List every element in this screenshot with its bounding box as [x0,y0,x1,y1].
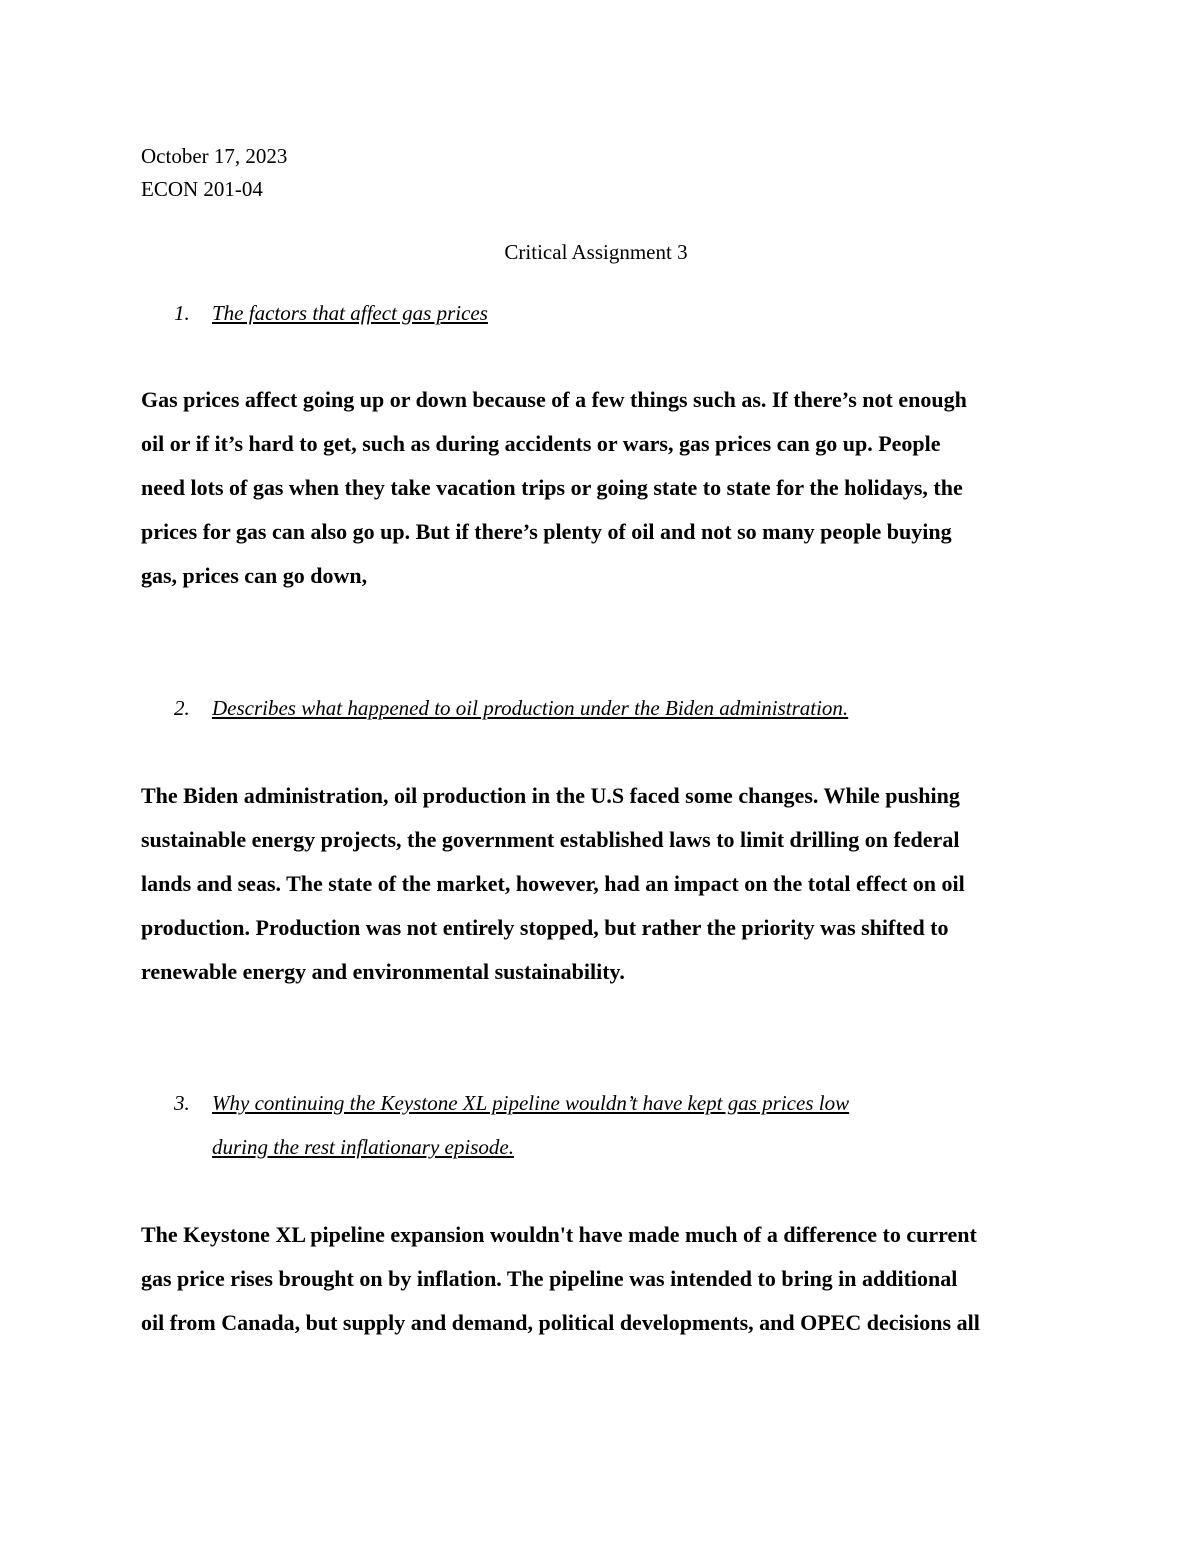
answer-1-line: Gas prices affect going up or down because of a few things such as. If there’s not enough [141,387,967,412]
question-3-heading-line: Why continuing the Keystone XL pipeline wouldn’t have kept gas prices low [212,1091,850,1115]
answer-1-line: prices for gas can also go up. But if there’s plenty of oil and not so many people buying [141,519,952,544]
answer-3-line: oil from Canada, but supply and demand, political developments, and OPEC decisions all [141,1310,980,1335]
answer-2-line: production. Production was not entirely stopped, but rather the priority was shifted to [141,915,949,940]
answer-2-line: renewable energy and environmental sustainability. [141,959,625,984]
question-2-number: 2. [174,696,190,720]
answer-2-line: sustainable energy projects, the government established laws to limit drilling on federal [141,827,960,852]
answer-2-paragraph [141,774,1061,994]
date-line: October 17, 2023 [141,144,288,168]
answer-1-line: oil or if it’s hard to get, such as during accidents or wars, gas prices can go up. People [141,431,941,456]
question-1-number: 1. [174,301,190,325]
question-3-heading-line: during the rest inflationary episode. [212,1135,514,1159]
answer-2-line: The Biden administration, oil production in the U.S faced some changes. While pushing [141,783,960,808]
answer-1-line: need lots of gas when they take vacation trips or going state to state for the holidays, the [141,475,963,500]
answer-3-paragraph [141,1213,1061,1345]
question-1-heading: The factors that affect gas prices [212,301,488,325]
question-3-number: 3. [174,1091,190,1115]
answer-1-line: gas, prices can go down, [141,563,368,588]
question-2-heading: Describes what happened to oil production under the Biden administration. [212,696,849,720]
answer-2-line: lands and seas. The state of the market, however, had an impact on the total effect on oil [141,871,965,896]
answer-3-line: The Keystone XL pipeline expansion wouldn't have made much of a difference to current [141,1222,977,1247]
course-line: ECON 201-04 [141,177,263,201]
answer-1-paragraph [141,378,1061,598]
document-title: Critical Assignment 3 [504,240,688,264]
answer-3-line: gas price rises brought on by inflation. The pipeline was intended to bring in additional [141,1266,958,1291]
